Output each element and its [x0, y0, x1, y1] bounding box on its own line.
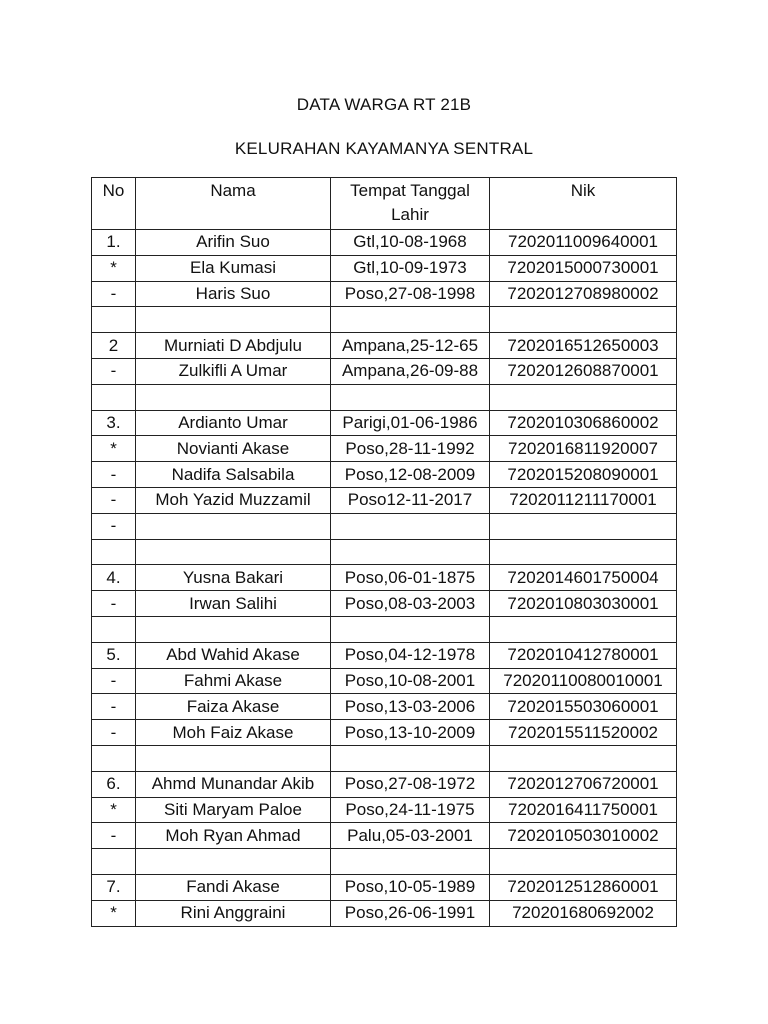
cell-nik: 720201680692002 — [490, 900, 677, 926]
cell-no — [92, 384, 136, 410]
cell-no: - — [92, 694, 136, 720]
cell-ttl: Poso,12-08-2009 — [331, 462, 490, 488]
cell-nama: Ardianto Umar — [136, 410, 331, 436]
cell-nik: 7202010306860002 — [490, 410, 677, 436]
cell-ttl: Gtl,10-09-1973 — [331, 255, 490, 281]
cell-ttl: Parigi,01-06-1986 — [331, 410, 490, 436]
cell-nik — [490, 513, 677, 539]
table-row — [92, 900, 677, 926]
cell-no: 5. — [92, 642, 136, 668]
table-row — [92, 255, 677, 281]
cell-nama — [136, 539, 331, 565]
cell-no: * — [92, 900, 136, 926]
cell-ttl — [331, 513, 490, 539]
cell-nik — [490, 307, 677, 333]
table-row — [92, 539, 677, 565]
cell-nama: Irwan Salihi — [136, 591, 331, 617]
cell-nama — [136, 849, 331, 875]
table-row — [92, 720, 677, 746]
cell-nama — [136, 745, 331, 771]
cell-no: - — [92, 462, 136, 488]
cell-nama: Fandi Akase — [136, 874, 331, 900]
cell-ttl: Gtl,10-08-1968 — [331, 230, 490, 256]
cell-ttl — [331, 616, 490, 642]
cell-ttl — [331, 745, 490, 771]
cell-nama: Ahmd Munandar Akib — [136, 771, 331, 797]
table-row — [92, 513, 677, 539]
cell-nama — [136, 307, 331, 333]
cell-nik: 7202012608870001 — [490, 358, 677, 384]
table-row — [92, 849, 677, 875]
document-subtitle: KELURAHAN KAYAMANYA SENTRAL — [234, 139, 534, 158]
table-row — [92, 436, 677, 462]
cell-ttl: Poso,24-11-1975 — [331, 797, 490, 823]
cell-no: 6. — [92, 771, 136, 797]
resident-table — [91, 177, 677, 927]
cell-no: - — [92, 358, 136, 384]
cell-no: 4. — [92, 565, 136, 591]
cell-no: - — [92, 281, 136, 307]
cell-nik: 7202012708980002 — [490, 281, 677, 307]
cell-nik: 72020110080010001 — [490, 668, 677, 694]
table-body — [92, 230, 677, 927]
table-row — [92, 745, 677, 771]
cell-no — [92, 849, 136, 875]
cell-no: - — [92, 668, 136, 694]
cell-nik: 7202015000730001 — [490, 255, 677, 281]
table-row — [92, 565, 677, 591]
table-row — [92, 281, 677, 307]
cell-no: - — [92, 720, 136, 746]
cell-ttl — [331, 849, 490, 875]
cell-nama — [136, 513, 331, 539]
table-row — [92, 487, 677, 513]
table-row — [92, 358, 677, 384]
cell-nik: 7202010412780001 — [490, 642, 677, 668]
table-row — [92, 591, 677, 617]
header-nama: Nama — [136, 178, 331, 230]
cell-nik: 7202010803030001 — [490, 591, 677, 617]
cell-nama: Rini Anggraini — [136, 900, 331, 926]
cell-nama: Abd Wahid Akase — [136, 642, 331, 668]
cell-nik: 7202014601750004 — [490, 565, 677, 591]
cell-ttl: Ampana,26-09-88 — [331, 358, 490, 384]
cell-nama: Moh Ryan Ahmad — [136, 823, 331, 849]
table-row — [92, 694, 677, 720]
table-row — [92, 410, 677, 436]
cell-ttl: Poso,04-12-1978 — [331, 642, 490, 668]
table-row — [92, 230, 677, 256]
cell-nama: Arifin Suo — [136, 230, 331, 256]
cell-nama: Moh Yazid Muzzamil — [136, 487, 331, 513]
cell-nik: 7202015503060001 — [490, 694, 677, 720]
table-row — [92, 333, 677, 359]
cell-ttl: Poso12-11-2017 — [331, 487, 490, 513]
table-row — [92, 462, 677, 488]
cell-nik: 7202016512650003 — [490, 333, 677, 359]
cell-ttl: Poso,27-08-1998 — [331, 281, 490, 307]
table-row — [92, 668, 677, 694]
table-row — [92, 384, 677, 410]
cell-nik — [490, 539, 677, 565]
table-row — [92, 307, 677, 333]
table-row — [92, 642, 677, 668]
cell-nik — [490, 745, 677, 771]
cell-nik — [490, 616, 677, 642]
cell-nik: 7202012512860001 — [490, 874, 677, 900]
table-header-row — [92, 178, 677, 230]
cell-ttl: Poso,08-03-2003 — [331, 591, 490, 617]
header-nik: Nik — [490, 178, 677, 230]
cell-nama: Ela Kumasi — [136, 255, 331, 281]
cell-ttl: Palu,05-03-2001 — [331, 823, 490, 849]
cell-nama: Novianti Akase — [136, 436, 331, 462]
cell-nik: 7202015208090001 — [490, 462, 677, 488]
cell-no: 7. — [92, 874, 136, 900]
cell-nama: Moh Faiz Akase — [136, 720, 331, 746]
cell-no: * — [92, 255, 136, 281]
cell-no: * — [92, 797, 136, 823]
cell-nama: Faiza Akase — [136, 694, 331, 720]
cell-no — [92, 307, 136, 333]
cell-no — [92, 745, 136, 771]
cell-nama — [136, 616, 331, 642]
table-row — [92, 771, 677, 797]
cell-ttl — [331, 384, 490, 410]
cell-no: - — [92, 487, 136, 513]
cell-no: - — [92, 823, 136, 849]
cell-no: 2 — [92, 333, 136, 359]
cell-nik: 7202010503010002 — [490, 823, 677, 849]
cell-nama: Murniati D Abdjulu — [136, 333, 331, 359]
header-no: No — [92, 178, 136, 230]
cell-no: 3. — [92, 410, 136, 436]
cell-nama: Nadifa Salsabila — [136, 462, 331, 488]
cell-no: - — [92, 591, 136, 617]
cell-no: 1. — [92, 230, 136, 256]
cell-nik: 7202011211170001 — [490, 487, 677, 513]
cell-no — [92, 539, 136, 565]
table-row — [92, 823, 677, 849]
cell-nama: Yusna Bakari — [136, 565, 331, 591]
cell-ttl — [331, 539, 490, 565]
header-ttl: Tempat Tanggal Lahir — [331, 178, 490, 230]
table-row — [92, 797, 677, 823]
cell-nama: Haris Suo — [136, 281, 331, 307]
cell-ttl — [331, 307, 490, 333]
cell-ttl: Ampana,25-12-65 — [331, 333, 490, 359]
cell-nik: 7202012706720001 — [490, 771, 677, 797]
cell-no — [92, 616, 136, 642]
cell-ttl: Poso,27-08-1972 — [331, 771, 490, 797]
cell-ttl: Poso,13-10-2009 — [331, 720, 490, 746]
cell-nama: Siti Maryam Paloe — [136, 797, 331, 823]
cell-nama: Zulkifli A Umar — [136, 358, 331, 384]
cell-ttl: Poso,26-06-1991 — [331, 900, 490, 926]
document-title: DATA WARGA RT 21B — [296, 95, 472, 114]
cell-nama — [136, 384, 331, 410]
cell-nama: Fahmi Akase — [136, 668, 331, 694]
cell-nik — [490, 384, 677, 410]
cell-nik: 7202011009640001 — [490, 230, 677, 256]
cell-no: - — [92, 513, 136, 539]
cell-ttl: Poso,10-08-2001 — [331, 668, 490, 694]
cell-ttl: Poso,06-01-1875 — [331, 565, 490, 591]
cell-nik: 7202016411750001 — [490, 797, 677, 823]
cell-nik: 7202015511520002 — [490, 720, 677, 746]
table-row — [92, 616, 677, 642]
cell-nik: 7202016811920007 — [490, 436, 677, 462]
cell-nik — [490, 849, 677, 875]
cell-no: * — [92, 436, 136, 462]
cell-ttl: Poso,28-11-1992 — [331, 436, 490, 462]
table-row — [92, 874, 677, 900]
cell-ttl: Poso,13-03-2006 — [331, 694, 490, 720]
cell-ttl: Poso,10-05-1989 — [331, 874, 490, 900]
